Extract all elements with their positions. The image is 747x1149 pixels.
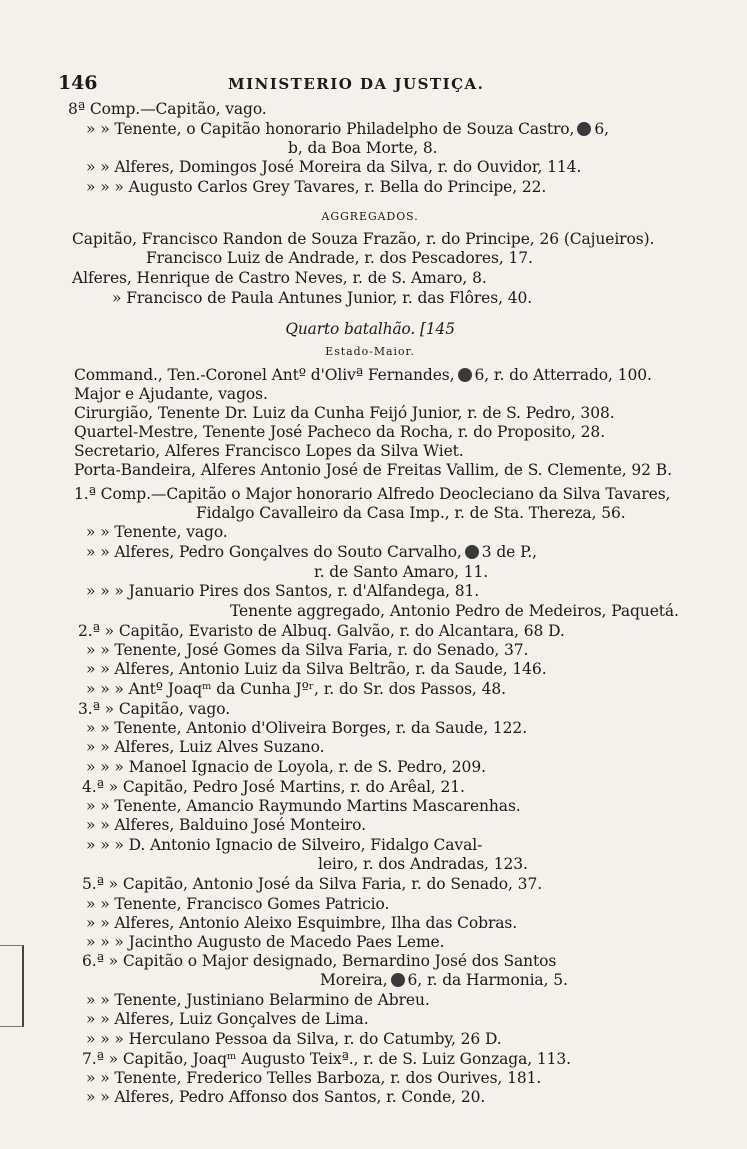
text-line: Capitão, Francisco Randon de Souza Frazão, r. do Principe, 26 (Cajueiros). [72, 230, 655, 248]
text-line: » » Alferes, Balduino José Monteiro. [86, 816, 366, 834]
text-line [74, 366, 652, 384]
text-line: 5.ª » Capitão, Antonio José da Silva Faria, r. do Senado, 37. [82, 875, 543, 893]
section-heading: Quarto batalhão. [145 [285, 320, 455, 338]
text-line: » » » Herculano Pessoa da Silva, r. do Catumby, 26 D. [86, 1030, 502, 1048]
text-line: leiro, r. dos Andradas, 123. [318, 855, 528, 873]
order-cross-icon [465, 545, 479, 559]
text-line-part: » » Alferes, Pedro Gonçalves do Souto Carvalho, [86, 543, 462, 561]
text-line-part: Moreira, [320, 971, 388, 989]
text-line-part: 6, r. da Harmonia, 5. [407, 971, 568, 989]
text-line-part: 6, [594, 120, 609, 138]
text-line: » » Tenente, Francisco Gomes Patricio. [86, 895, 390, 913]
text-line: » Francisco de Paula Antunes Junior, r. das Flôres, 40. [112, 289, 533, 307]
text-line: » » Alferes, Antonio Luiz da Silva Beltrão, r. da Saude, 146. [86, 660, 547, 678]
text-line-part: » » Tenente, o Capitão honorario Philadelpho de Souza Castro, [86, 120, 575, 138]
text-line: Quartel-Mestre, Tenente José Pacheco da Rocha, r. do Proposito, 28. [74, 423, 606, 441]
text-line: » » » Januario Pires dos Santos, r. d'Alfandega, 81. [86, 582, 480, 600]
text-line: 4.ª » Capitão, Pedro José Martins, r. do Arêal, 21. [82, 778, 465, 796]
text-line: Major e Ajudante, vagos. [74, 385, 268, 403]
text-line: 6.ª » Capitão o Major designado, Bernardino José dos Santos [82, 952, 557, 970]
order-cross-icon [577, 122, 591, 136]
text-line: Fidalgo Cavalleiro da Casa Imp., r. de Sta. Thereza, 56. [196, 504, 626, 522]
text-line-part: 3 de P., [481, 543, 537, 561]
section-subheading: Estado-Maior. [325, 345, 415, 358]
text-line: » » Tenente, Frederico Telles Barboza, r. dos Ourives, 181. [86, 1069, 542, 1087]
text-line [86, 543, 537, 561]
text-line: » » Tenente, Antonio d'Oliveira Borges, r. da Saude, 122. [86, 719, 528, 737]
text-line [86, 120, 609, 138]
text-line: r. de Santo Amaro, 11. [314, 563, 489, 581]
page-title: MINISTERIO DA JUSTIÇA. [228, 75, 485, 93]
text-line: » » Alferes, Antonio Aleixo Esquimbre, Ilha das Cobras. [86, 914, 518, 932]
text-line: » » Alferes, Luiz Gonçalves de Lima. [86, 1010, 369, 1028]
text-line: » » Alferes, Domingos José Moreira da Silva, r. do Ouvidor, 114. [86, 158, 582, 176]
text-line: » » » Antº Joaqᵐ da Cunha Jºʳ, r. do Sr. dos Passos, 48. [86, 680, 506, 698]
page-number: 146 [58, 72, 98, 94]
text-line: » » Tenente, Amancio Raymundo Martins Mascarenhas. [86, 797, 521, 815]
text-line: » » Tenente, José Gomes da Silva Faria, r. do Senado, 37. [86, 641, 529, 659]
text-line: » » » Augusto Carlos Grey Tavares, r. Bella do Principe, 22. [86, 178, 547, 196]
text-line: 1.ª Comp.—Capitão o Major honorario Alfredo Deocleciano da Silva Tavares, [74, 485, 671, 503]
text-line: » » » D. Antonio Ignacio de Silveiro, Fidalgo Caval- [86, 836, 483, 854]
text-line: » » » Jacintho Augusto de Macedo Paes Leme. [86, 933, 445, 951]
text-line: 2.ª » Capitão, Evaristo de Albuq. Galvão, r. do Alcantara, 68 D. [78, 622, 565, 640]
order-cross-icon [391, 973, 405, 987]
page-edge-binding [0, 945, 24, 1027]
text-line: Alferes, Henrique de Castro Neves, r. de S. Amaro, 8. [72, 269, 487, 287]
text-line: 3.ª » Capitão, vago. [78, 700, 231, 718]
text-line: » » » Manoel Ignacio de Loyola, r. de S. Pedro, 209. [86, 758, 486, 776]
text-line: Francisco Luiz de Andrade, r. dos Pescadores, 17. [146, 249, 533, 267]
order-cross-icon [458, 368, 472, 382]
text-line: b, da Boa Morte, 8. [288, 139, 438, 157]
text-line: Cirurgião, Tenente Dr. Luiz da Cunha Feijó Junior, r. de S. Pedro, 308. [74, 404, 615, 422]
text-line: » » Alferes, Luiz Alves Suzano. [86, 738, 325, 756]
text-line: » » Tenente, Justiniano Belarmino de Abreu. [86, 991, 430, 1009]
text-line: Porta-Bandeira, Alferes Antonio José de Freitas Vallim, de S. Clemente, 92 B. [74, 461, 672, 479]
text-line-part: Command., Ten.-Coronel Antº d'Olivª Fernandes, [74, 366, 455, 384]
text-line: » » Tenente, vago. [86, 523, 228, 541]
text-line-part: 6, r. do Atterrado, 100. [474, 366, 652, 384]
text-line: 7.ª » Capitão, Joaqᵐ Augusto Teixª., r. de S. Luiz Gonzaga, 113. [82, 1050, 572, 1068]
text-line: Secretario, Alferes Francisco Lopes da Silva Wiet. [74, 442, 464, 460]
section-heading: AGGREGADOS. [321, 210, 419, 223]
text-line: Tenente aggregado, Antonio Pedro de Medeiros, Paquetá. [230, 602, 679, 620]
text-line: » » Alferes, Pedro Affonso dos Santos, r. Conde, 20. [86, 1088, 486, 1106]
text-line: 8ª Comp.—Capitão, vago. [68, 100, 267, 118]
text-line [320, 971, 568, 989]
